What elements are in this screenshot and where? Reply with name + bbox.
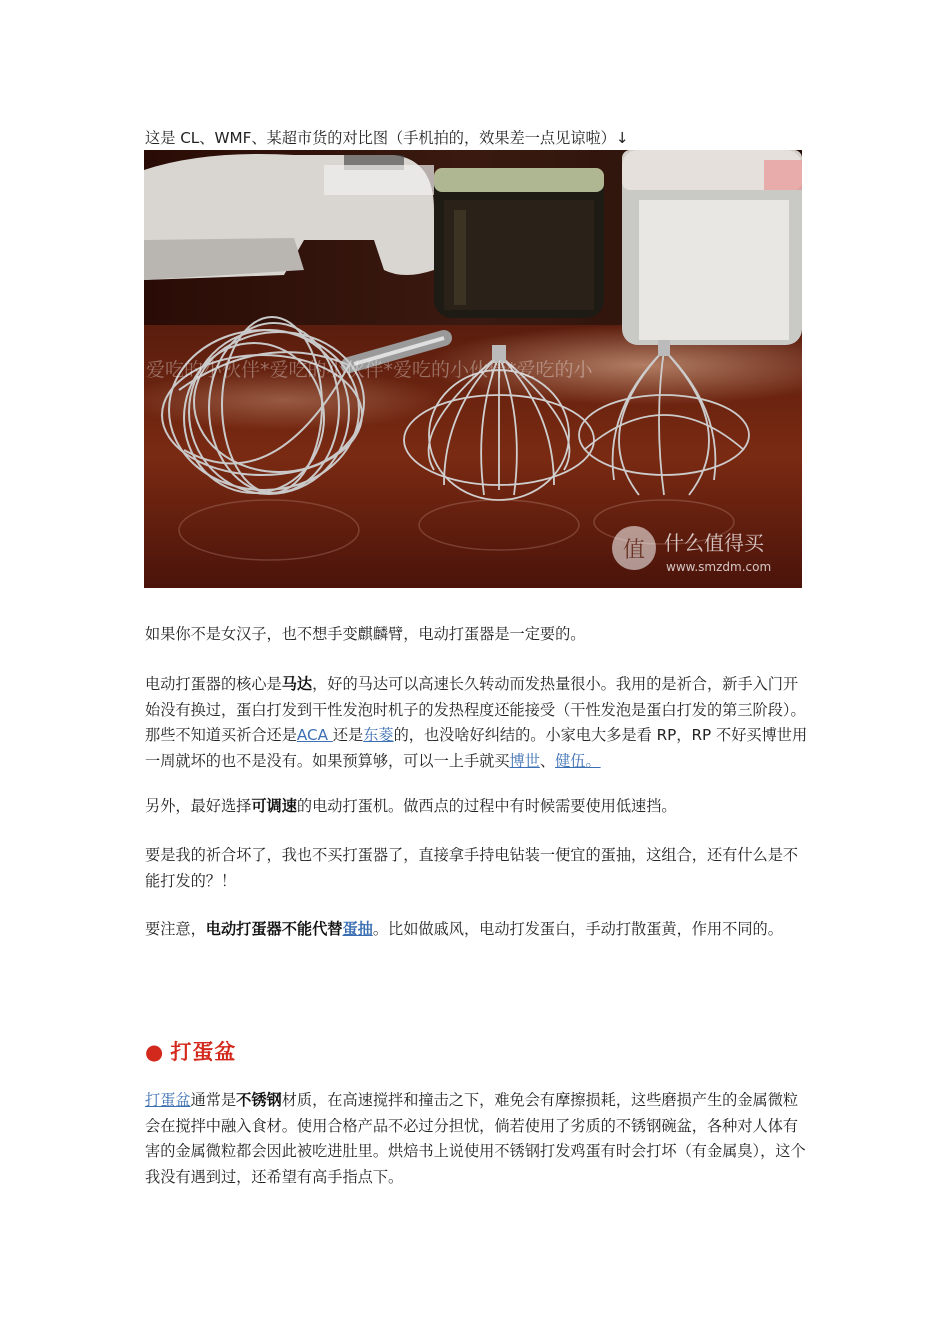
p3-bold-adjustable: 可调速 [251, 797, 297, 815]
paragraph-4: 要是我的祈合坏了，我也不买打蛋器了，直接拿手持电钻装一便宜的蛋抽，这组合，还有什么是不能打发的？！ [145, 846, 799, 890]
link-kenwood[interactable]: 健伍。 [555, 751, 601, 770]
link-dongling[interactable]: 东菱 [363, 726, 394, 744]
link-bosch[interactable]: 博世 [509, 751, 540, 770]
p5-text-1: 要注意， [145, 920, 206, 938]
p2-text-2: ，好的马达可以高速长久转动而发热量很小。我用的是祈合，新手入门开始没有换过，蛋白打发到干性发泡时机子的发热程度还能接受（干性发泡是蛋白打发的第三阶段）。那些不知道买祈合还是 [145, 675, 806, 744]
brand-logo-char: 值 [623, 538, 646, 563]
repeating-watermark: 爱吃的小伙伴*爱吃的小伙伴*爱吃的小伙伴*爱吃的小 [146, 359, 593, 381]
jar-dark-seeds [434, 168, 604, 318]
stand-mixer [144, 154, 434, 280]
p5-text-2: 。比如做戚风，电动打发蛋白，手动打散蛋黄，作用不同的。 [372, 920, 783, 938]
link-mixing-bowl[interactable]: 打蛋盆 [145, 1091, 191, 1109]
jar-white-flour [622, 150, 802, 345]
link-whisk[interactable]: 蛋抽 [342, 920, 373, 938]
p5-bold-warning: 电动打蛋器不能代替 [205, 920, 343, 938]
paragraph-5 [145, 917, 809, 943]
section-title: 打蛋盆 [170, 1040, 237, 1064]
section-heading [145, 1036, 236, 1066]
p2-bold-motor: 马达 [281, 675, 313, 693]
p6-text-2: 材质，在高速搅拌和撞击之下，难免会有摩擦损耗，这些磨损产生的金属微粒会在搅拌中融入食材。使用合格产品不必过分担忧，倘若使用了劣质的不锈钢碗盆，各种对人体有害的金属微粒都会因此被吃进肚里。烘焙书上说使用不锈钢打发鸡蛋有时会打坏（有金属臭），这个我没有遇到过，还希望有高手指点下。 [145, 1091, 806, 1186]
paragraph-3 [145, 794, 809, 820]
paragraph-2 [145, 672, 809, 774]
link-aca[interactable]: ACA [296, 726, 333, 744]
image-caption: 这是 CL、WMF、某超市货的对比图（手机拍的，效果差一点见谅啦）↓ [145, 129, 629, 147]
p2-text-5: 、 [539, 751, 556, 770]
p6-text-1: 通常是 [190, 1091, 237, 1109]
p6-bold-stainless: 不锈钢 [236, 1091, 282, 1109]
p3-text-2: 的电动打蛋机。做西点的过程中有时候需要使用低速挡。 [296, 797, 677, 815]
p3-text-1: 另外，最好选择 [145, 797, 252, 815]
p2-text-1: 电动打蛋器的核心是 [145, 675, 282, 693]
whisk-comparison-photo [144, 150, 802, 588]
brand-url: www.smzdm.com [666, 560, 772, 574]
p2-text-3: 还是 [332, 726, 364, 744]
p2-text-4: 的，也没啥好纠结的。小家电大多是看 RP，RP 不好买博世用一周就坏的也不是没有。如果预算够，可以一上手就买 [145, 726, 808, 770]
paragraph-6 [145, 1088, 809, 1190]
bullet-icon: ● [145, 1040, 165, 1064]
brand-watermark [612, 526, 771, 574]
photo-illustration [144, 150, 802, 588]
paragraph-1: 如果你不是女汉子，也不想手变麒麟臂，电动打蛋器是一定要的。 [145, 625, 586, 643]
brand-name: 什么值得买 [664, 531, 764, 555]
